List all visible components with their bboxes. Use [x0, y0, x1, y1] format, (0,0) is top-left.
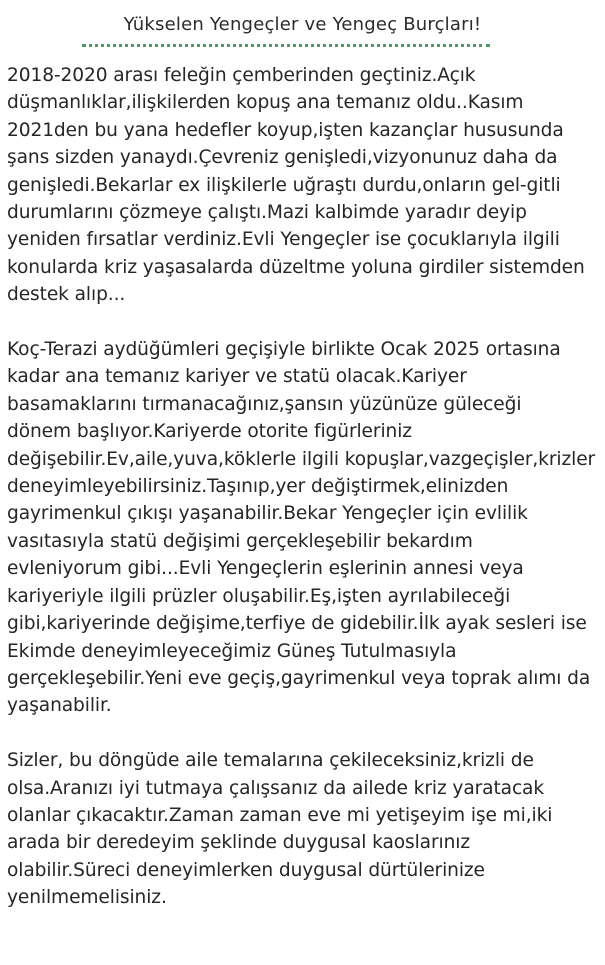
text-line: gerçekleşebilir.Yeni eve geçiş,gayrimenkul veya toprak alımı da	[7, 667, 591, 689]
text-line: yenilmemelisiniz.	[7, 887, 167, 909]
page-title: Yükselen Yengeçler ve Yengeç Burçları!	[123, 14, 482, 35]
text-line: basamaklarını tırmanacağınız,şansın yüzünüze güleceği	[7, 393, 522, 415]
text-line: 2021den bu yana hedefler koyup,işten kazançlar hususunda	[7, 119, 564, 141]
text-line: düşmanlıklar,ilişkilerden kopuş ana temanız oldu..Kasım	[7, 92, 524, 114]
text-line: olanlar çıkacaktır.Zaman zaman eve mi yetişeyim işe mi,iki	[7, 804, 553, 826]
text-line: evleniyorum gibi...Evli Yengeçlerin eşlerinin annesi veya	[7, 558, 524, 580]
text-line: şans sizden yanaydı.Çevreniz genişledi,vizyonunuz daha da	[7, 147, 558, 169]
paragraph-1	[7, 62, 603, 309]
text-line: kariyeriyle ilgili prüzler oluşabilir.Eş,işten ayrılabileceği	[7, 585, 511, 607]
text-line: değişebilir.Ev,aile,yuva,köklerle ilgili kopuşlar,vazgeçişler,krizler	[7, 448, 596, 470]
text-line: destek alıp...	[7, 284, 126, 306]
text-line: gayrimenkul çıkışı yaşanabilir.Bekar Yengeçler için evlilik	[7, 503, 528, 525]
paragraph-2	[7, 336, 603, 720]
text-line: gibi,kariyerinde değişime,terfiye de gidebilir.İlk ayak sesleri ise	[7, 613, 587, 635]
text-line: vasıtasıyla statü değişimi gerçekleşebilir bekardım	[7, 530, 473, 552]
text-line: konularda kriz yaşasalarda düzeltme yoluna girdiler sistemden	[7, 256, 585, 278]
title-dotted-underline	[82, 44, 490, 47]
article-body	[7, 62, 603, 939]
text-line: Koç-Terazi aydüğümleri geçişiyle birlikte Ocak 2025 ortasına	[7, 339, 561, 361]
text-line: deneyimleyebilirsiniz.Taşınıp,yer değiştirmek,elinizden	[7, 476, 509, 498]
text-line: Sizler, bu döngüde aile temalarına çekileceksiniz,krizli de	[7, 750, 534, 772]
text-line: olabilir.Süreci deneyimlerken duygusal dürtülerinize	[7, 859, 485, 881]
text-line: durumlarını çözmeye çalıştı.Mazi kalbimde yaradır deyip	[7, 202, 527, 224]
paragraph-3	[7, 747, 603, 911]
text-line: dönem başlıyor.Kariyerde otorite figürleriniz	[7, 421, 412, 443]
text-line: olsa.Aranızı iyi tutmaya çalışsanız da ailede kriz yaratacak	[7, 777, 545, 799]
text-line: kadar ana temanız kariyer ve statü olacak.Kariyer	[7, 366, 467, 388]
text-line: genişledi.Bekarlar ex ilişkilerle uğraştı durdu,onların gel-gitli	[7, 174, 561, 196]
text-line: yaşanabilir.	[7, 695, 112, 717]
text-line: yeniden fırsatlar verdiniz.Evli Yengeçler ise çocuklarıyla ilgili	[7, 229, 560, 251]
text-line: 2018-2020 arası feleğin çemberinden geçtiniz.Açık	[7, 65, 476, 86]
text-line: Ekimde deneyimleyeceğimiz Güneş Tutulmasıyla	[7, 640, 457, 662]
text-line: arada bir deredeyim şeklinde duygusal kaoslarınız	[7, 832, 470, 854]
